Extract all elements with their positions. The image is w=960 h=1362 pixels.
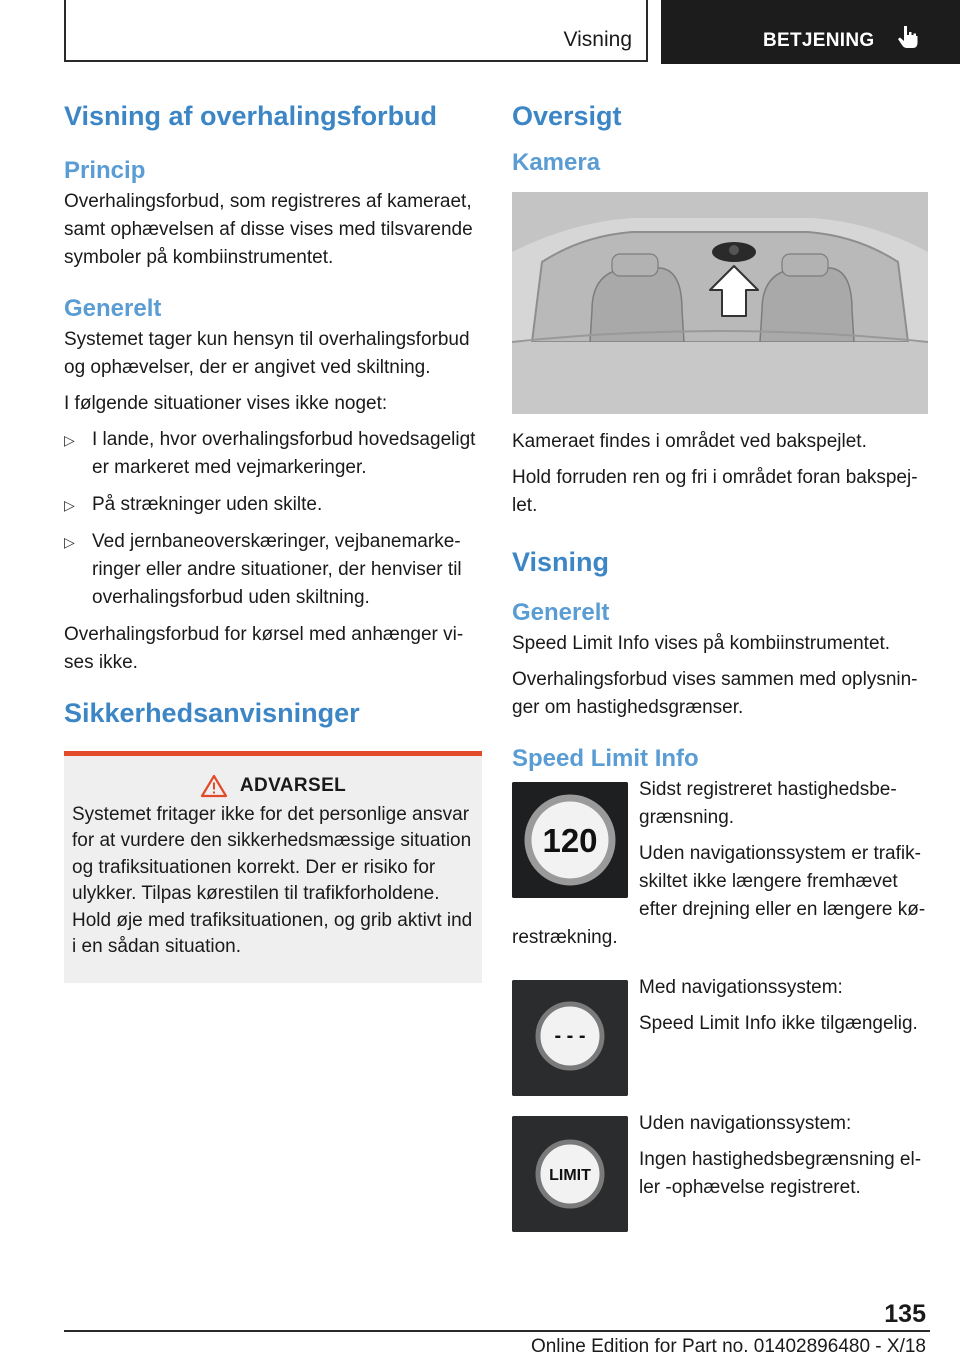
princip-heading: Princip [64,156,146,184]
pointing-hand-icon [895,24,921,50]
trailer-text: Overhalingsforbud for kørsel med anhænger vi-ses ikke. [64,623,464,673]
warning-box [64,751,482,983]
footer-edition: Online Edition for Part no. 01402896480 - X/18 [530,1336,926,1357]
speed-limit-none-sign-image [512,1116,628,1232]
sli-item-text: Ingen hastighedsbegrænsning el-ler -ophævelse registreret. [639,1148,922,1198]
list-item: ▷ På strækninger uden skilte. [64,491,482,519]
princip-text: Overhalingsforbud, som registreres af kameraet, samt ophævelsen af disse vises med tilsvarende symboler på kombiinstrumentet. [64,190,473,268]
list-item: ▷ Ved jernbaneoverskæringer, vejbanemarke-ringer eller andre situationer, der henviser til overhalingsforbud uden skiltning. [64,528,482,612]
kamera-text-1: Kameraet findes i området ved bakspejlet. [512,430,867,452]
sli-item-text: Uden navigationssystem er trafik-skiltet ikke længere fremhævet efter drejning eller en længere kø-restrækning. [512,842,926,948]
triangle-bullet-icon: ▷ [64,496,75,513]
triangle-bullet-icon: ▷ [64,533,75,550]
visning-text-1: Speed Limit Info vises på kombiinstrumentet. [512,632,891,654]
sli-heading: Speed Limit Info [512,744,699,772]
overview-title: Oversigt [512,101,622,131]
list-item: ▷ I lande, hvor overhalingsforbud hovedsageligt er markeret med vejmarkeringer. [64,426,482,482]
warning-header [72,774,474,798]
visning-generelt-heading: Generelt [512,598,610,626]
header-chapter-box [64,0,648,62]
generelt-heading: Generelt [64,294,162,322]
visning-title: Visning [512,546,610,577]
chapter-title: Visning [563,28,632,51]
warning-text: Systemet fritager ikke for det personlige ansvar for at vurdere den sikkerhedsmæssige situation og trafiksituationen korrekt. Der er risiko for ulykker. Tilpas kørestilen til trafikforholdene. Hold øje med trafiksituationen, og grib aktivt ind i en sådan situation. [72,803,473,957]
page-number: 135 [884,1300,926,1328]
camera-location-image [512,192,928,414]
warning-title: ADVARSEL [239,774,347,796]
sli-item [512,1110,930,1232]
situations-list [64,426,482,612]
page-title: Visning af overhalingsforbud [64,101,438,131]
sli-item [512,776,930,952]
left-column [64,100,482,983]
kamera-heading: Kamera [512,148,601,176]
generelt-text-1: Systemet tager kun hensyn til overhalingsforbud og ophævelser, der er angivet ved skiltning. [64,328,470,378]
warning-triangle-icon [200,774,228,798]
generelt-text-2: I følgende situationer vises ikke noget: [64,392,388,414]
sign-label: - - - [554,1024,586,1047]
triangle-bullet-icon: ▷ [64,431,75,448]
sli-item-text: Sidst registreret hastighedsbe-grænsning. [639,778,897,828]
sli-item-text: Med navigationssystem: [639,976,843,998]
section-title: BETJENING [763,30,875,51]
visning-text-2: Overhalingsforbud vises sammen med oplysnin-ger om hastighedsgrænser. [512,668,918,718]
kamera-text-2: Hold forruden ren og fri i området foran bakspej-let. [512,466,918,516]
safety-heading: Sikkerhedsanvisninger [64,697,360,728]
sli-item-text: Uden navigationssystem: [639,1112,852,1134]
speed-limit-unavailable-sign-image [512,980,628,1096]
sign-label: LIMIT [549,1166,591,1184]
sli-item-text: Speed Limit Info ikke tilgængelig. [639,1012,918,1034]
header-section-tab [661,0,960,64]
sli-item [512,974,930,1096]
footer-divider [64,1330,930,1332]
speed-limit-120-sign-image [512,782,628,898]
sign-label: 120 [542,821,598,859]
right-column [512,100,930,1232]
